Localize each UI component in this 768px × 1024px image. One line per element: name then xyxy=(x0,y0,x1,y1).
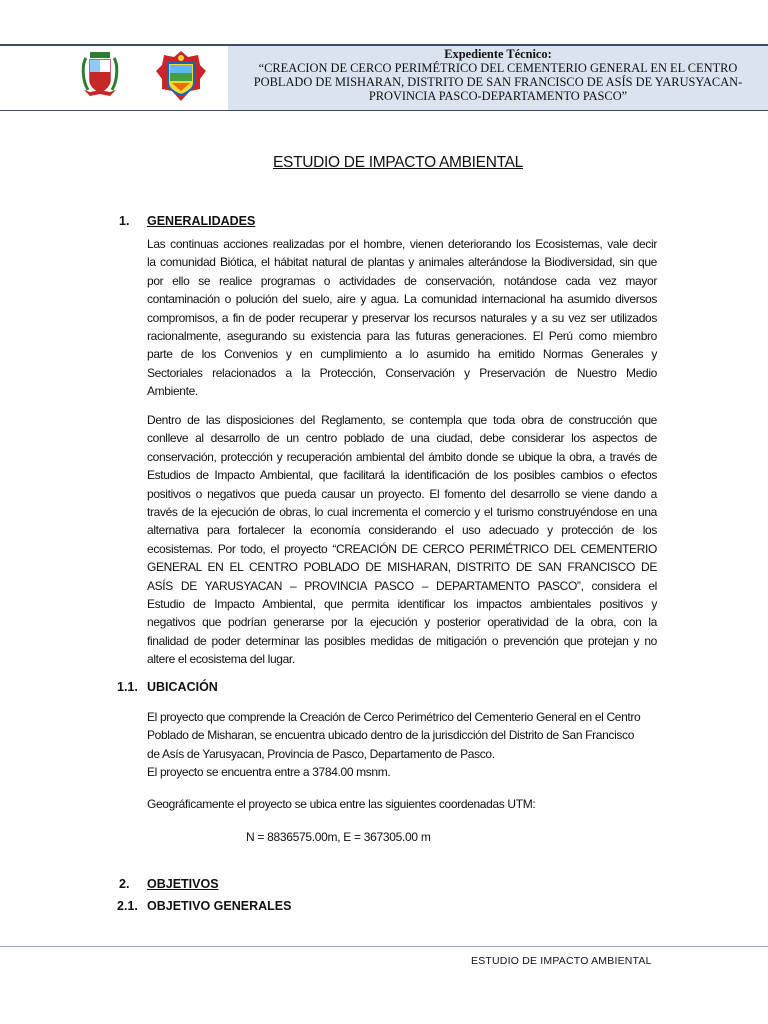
text-line: ecosistemas. Por todo, el proyecto “CREACIÓN DE CERCO PERIMÉTRICO DEL CEMENTERIO xyxy=(147,541,657,556)
text-line: de Asís de Yarusyacan, Provincia de Pasco, Departamento de Pasco. xyxy=(147,746,495,761)
text-line: GENERAL EN EL CENTRO POBLADO DE MISHARAN, DISTRITO DE SAN FRANCISCO DE xyxy=(147,560,657,575)
text-line: Las continuas acciones realizadas por el hombre, vienen deteriorando los Ecosistemas, vale decir xyxy=(147,237,657,251)
header-bottom-rule xyxy=(0,110,768,111)
municipal-shield-icon xyxy=(154,49,208,104)
section-label: OBJETIVOS xyxy=(147,877,219,891)
text-line: El proyecto que comprende la Creación de Cerco Perimétrico del Cementerio General en el Centro xyxy=(147,710,641,724)
paragraph-coordenadas xyxy=(147,795,657,813)
text-line: Estudios de Impacto Ambiental, que facilitará la identificación de los posibles cambios o efectos xyxy=(147,468,657,483)
text-line: la comunidad Biótica, el hábitat natural de plantas y animales alterándose la Biodiversidad, sin que xyxy=(147,255,657,270)
text-line: través de la ejecución de obras, lo cual incrementa el comercio y el turismo construyéndose en una xyxy=(147,505,657,520)
peru-coat-of-arms-icon xyxy=(80,50,120,100)
text-line: El proyecto se encuentra entre a 3784.00 msnm. xyxy=(147,765,391,780)
footer-rule xyxy=(0,946,768,947)
text-line: Dentro de las disposiciones del Reglamento, se contempla que toda obra de construcción que xyxy=(147,413,657,427)
text-line: negativos que podrían generarse por la ejecución y posterior operatividad de la obra, con la xyxy=(147,615,657,630)
section-label: UBICACIÓN xyxy=(147,680,218,694)
paragraph-generalidades-2 xyxy=(147,411,657,669)
text-line: parte de los Convenios y en cumplimiento a lo asumido ha emitido Normas Generales y xyxy=(147,347,657,362)
text-line: conlleve al desarrollo de un centro poblado de una ciudad, debe considerar los aspectos de xyxy=(147,431,657,446)
text-line: compromisos, a fin de poder recuperar y preservar los recursos naturales y a su vez ser utilizados xyxy=(147,310,657,325)
section-number: 2. xyxy=(119,877,130,891)
document-title: ESTUDIO DE IMPACTO AMBIENTAL xyxy=(273,154,523,171)
section-label: GENERALIDADES xyxy=(147,214,256,228)
text-line: altere el ecosistema del lugar. xyxy=(147,652,295,667)
text-line: Poblado de Misharan, se encuentra ubicado dentro de la jurisdicción del Distrito de San Francisco xyxy=(147,728,635,743)
paragraph-generalidades-1 xyxy=(147,235,657,401)
text-line: Geográficamente el proyecto se ubica entre las siguientes coordenadas UTM: xyxy=(147,797,536,811)
text-line: Ambiente. xyxy=(147,384,198,399)
section-number: 1.1. xyxy=(117,680,138,694)
text-line: por ello se realice programas o actividades de conservación, notándose cada vez mayor xyxy=(147,273,657,288)
text-line: Estudio de Impacto Ambiental, que permita identificar los impactos ambientales positivos y xyxy=(147,597,657,612)
utm-coordinates: N = 8836575.00m, E = 367305.00 m xyxy=(246,830,431,844)
expediente-label: Expediente Técnico: xyxy=(444,47,552,61)
text-line: alternativa para fortalecer la economía considerando el uso adecuado y protección de los xyxy=(147,523,657,538)
header-project-line-3: PROVINCIA PASCO-DEPARTAMENTO PASCO” xyxy=(368,89,628,103)
text-line: Sectoriales relacionados a la Protección, Conservación y Preservación de Nuestro Medio xyxy=(147,365,657,380)
text-line: conservación, protección y recuperación ambiental del ámbito donde se ubique la obra, a través de xyxy=(147,449,657,464)
paragraph-ubicacion xyxy=(147,708,657,782)
header-title-box xyxy=(228,46,768,110)
section-number: 1. xyxy=(119,214,130,228)
section-label: OBJETIVO GENERALES xyxy=(147,899,292,913)
text-line: contaminación o polución del suelo, aire y agua. La comunidad internacional ha asumido diversos xyxy=(147,292,657,307)
footer-text: ESTUDIO DE IMPACTO AMBIENTAL xyxy=(471,955,652,967)
text-line: racionalmente, asegurando su existencia para las futuras generaciones. El Perú como miembro xyxy=(147,329,657,344)
section-number: 2.1. xyxy=(117,899,138,913)
header-project-line-2: POBLADO DE MISHARAN, DISTRITO DE SAN FRANCISCO DE ASÍS DE YARUSYACAN- xyxy=(253,75,743,89)
header-project-line-1: “CREACION DE CERCO PERIMÉTRICO DEL CEMENTERIO GENERAL EN EL CENTRO xyxy=(258,61,738,75)
text-line: finalidad de poder determinar las posibles medidas de mitigación o prevención que protejan y no xyxy=(147,633,657,648)
text-line: positivos o negativos que pueda causar un proyecto. El fomento del desarrollo se viene dando a xyxy=(147,486,657,501)
text-line: ASÍS DE YARUSYACAN – PROVINCIA PASCO – DEPARTAMENTO PASCO”, considera el xyxy=(147,578,657,593)
